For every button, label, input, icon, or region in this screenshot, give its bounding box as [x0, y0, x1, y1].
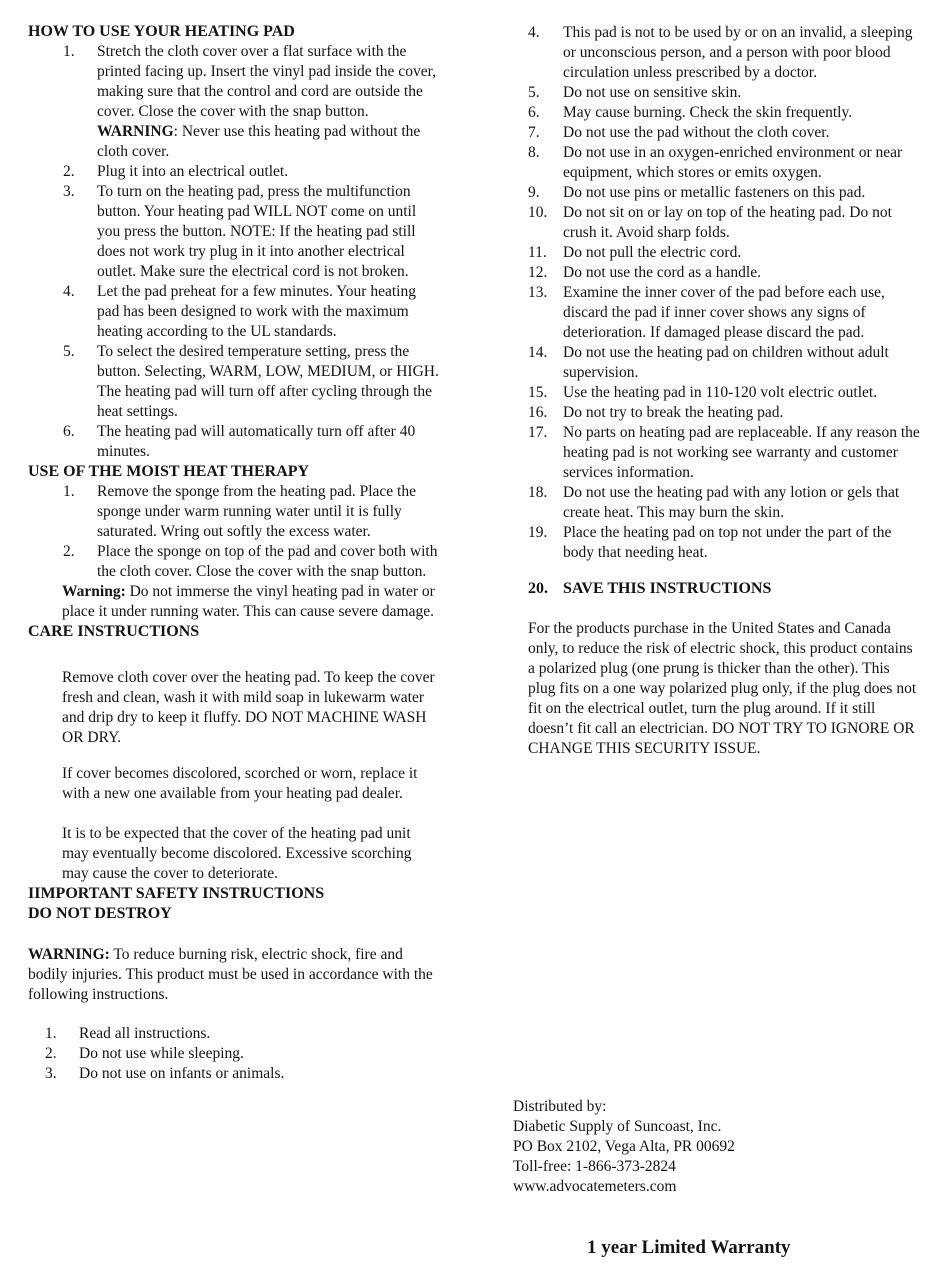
warning-inline-label: WARNING — [97, 123, 174, 140]
list-item-text: Do not use the heating pad with any lotion or gels that create heat. This may burn the skin. — [563, 484, 900, 521]
list-item-number: 5. — [63, 343, 75, 360]
list-item — [528, 183, 920, 203]
list-item-number: 1. — [45, 1025, 57, 1042]
list-item-text: Plug it into an electrical outlet. — [97, 163, 289, 180]
list-item-number: 5. — [528, 84, 540, 101]
list-item-text: No parts on heating pad are replaceable. If any reason the heating pad is not working see warranty and customer services information. — [563, 424, 920, 481]
list-item — [528, 83, 920, 103]
safety-warning-paragraph — [28, 945, 441, 1005]
care-paragraph-1: Remove cloth cover over the heating pad. To keep the cover fresh and clean, wash it with mild soap in lukewarm water and drip dry to keep it fluffy. DO NOT MACHINE WASH OR DRY. — [62, 669, 435, 746]
warning-label: Warning: — [62, 583, 126, 600]
list-item — [528, 23, 920, 83]
list-item-text: Do not use while sleeping. — [79, 1045, 244, 1062]
list-item-text: Remove the sponge from the heating pad. Place the sponge under warm running water until it is fully saturated. Wring out softly the excess water. — [97, 483, 416, 540]
list-item — [528, 243, 920, 263]
list-item-number: 19. — [528, 524, 548, 541]
list-item-number: 3. — [45, 1065, 57, 1082]
list-item — [528, 343, 920, 383]
list-item-number: 20. — [528, 580, 548, 597]
list-item — [528, 403, 920, 423]
section-heading-important-safety — [28, 884, 441, 924]
list-item-number: 7. — [528, 124, 540, 141]
list-item — [28, 422, 441, 462]
distributor-line: Distributed by: — [513, 1098, 607, 1115]
list-item — [528, 143, 920, 183]
list-item-text: Do not pull the electric cord. — [563, 244, 742, 261]
list-item — [528, 283, 920, 343]
list-item-text-post: : Never use this heating pad without the cloth cover. — [97, 123, 421, 160]
list-item-number: 1. — [63, 483, 75, 500]
list-item-number: 4. — [528, 24, 540, 41]
list-item-number: 6. — [63, 423, 75, 440]
list-item — [528, 383, 920, 403]
list-item — [28, 42, 441, 162]
list-item-text: Do not use the cord as a handle. — [563, 264, 761, 281]
list-item-number: 12. — [528, 264, 548, 281]
safety-list — [28, 1024, 441, 1084]
list-item-number: 2. — [63, 163, 75, 180]
list-item — [28, 542, 441, 582]
list-item-number: 10. — [528, 204, 548, 221]
list-item — [28, 162, 441, 182]
distributor-tollfree: Toll-free: 1-866-373-2824 — [513, 1158, 676, 1175]
polarized-plug-paragraph: For the products purchase in the United States and Canada only, to reduce the risk of electric shock, this product contains a polarized plug (one prung is thicker than the other). This plug fits on a one way polarized plug only, if the plug does not fit on the electrical outlet, turn the plug around. If it still doesn’t fit call an electrician. DO NOT TRY TO IGNORE OR CHANGE THIS SECURITY ISSUE. — [528, 620, 917, 757]
distributor-website: www.advocatemeters.com — [513, 1178, 677, 1195]
left-column — [28, 22, 441, 1084]
list-item — [28, 482, 441, 542]
distributor-address: PO Box 2102, Vega Alta, PR 00692 — [513, 1138, 735, 1155]
list-item-number: 2. — [45, 1045, 57, 1062]
list-item — [528, 263, 920, 283]
list-item-text: Do not use the heating pad on children without adult supervision. — [563, 344, 889, 381]
list-item-text: Do not use in an oxygen-enriched environment or near equipment, which stores or emits oxygen. — [563, 144, 903, 181]
list-item — [528, 123, 920, 143]
list-item-text: This pad is not to be used by or on an invalid, a sleeping or unconscious person, and a person with poor blood circulation unless prescribed by a doctor. — [563, 24, 913, 81]
warning-label: WARNING: — [28, 946, 110, 963]
list-item-number: 4. — [63, 283, 75, 300]
list-item-number: 11. — [528, 244, 547, 261]
list-item-text: Let the pad preheat for a few minutes. Your heating pad has been designed to work with the maximum heating according to the UL standards. — [97, 283, 416, 340]
list-item-number: 9. — [528, 184, 540, 201]
list-item-number: 15. — [528, 384, 548, 401]
list-item — [28, 1044, 441, 1064]
list-item-text: Do not use the pad without the cloth cover. — [563, 124, 830, 141]
list-item — [528, 523, 920, 563]
section-heading-moist-heat: USE OF THE MOIST HEAT THERAPY — [28, 463, 310, 480]
list-item-text: Do not sit on or lay on top of the heating pad. Do not crush it. Avoid sharp folds. — [563, 204, 892, 241]
list-item-number: 18. — [528, 484, 548, 501]
list-item-text: May cause burning. Check the skin frequently. — [563, 104, 853, 121]
list-item — [28, 1024, 441, 1044]
list-item-text: Do not use pins or metallic fasteners on this pad. — [563, 184, 866, 201]
list-item-text: Read all instructions. — [79, 1025, 211, 1042]
safety-warning-text: To reduce burning risk, electric shock, fire and bodily injuries. This product must be used in accordance with the following instructions. — [28, 946, 433, 1003]
list-item-text — [97, 42, 441, 162]
list-item — [528, 483, 920, 523]
list-item-number: 16. — [528, 404, 548, 421]
moist-warning-paragraph — [62, 582, 441, 622]
list-item-number: 3. — [63, 183, 75, 200]
care-paragraph-2: If cover becomes discolored, scorched or worn, replace it with a new one available from your heating pad dealer. — [62, 765, 418, 802]
list-item-number: 6. — [528, 104, 540, 121]
list-item-number: 8. — [528, 144, 540, 161]
list-item — [528, 423, 920, 483]
list-item — [528, 203, 920, 243]
list-item — [28, 282, 441, 342]
list-item-text: Place the heating pad on top not under the part of the body that needing heat. — [563, 524, 892, 561]
moist-warning-text: Do not immerse the vinyl heating pad in water or place it under running water. This can cause severe damage. — [62, 583, 435, 620]
list-item-number: 13. — [528, 284, 548, 301]
list-item-text-pre: Stretch the cloth cover over a flat surface with the printed facing up. Insert the vinyl pad inside the cover, making sure that the control and cord are outside the cover. Close the cover with the snap button. — [97, 43, 436, 120]
save-instructions-text: SAVE THIS INSTRUCTIONS — [563, 580, 772, 597]
list-item-text: Use the heating pad in 110-120 volt electric outlet. — [563, 384, 878, 401]
section-heading-care: CARE INSTRUCTIONS — [28, 623, 200, 640]
list-item-text: Examine the inner cover of the pad before each use, discard the pad if inner cover shows any signs of deterioration. If damaged please discard the pad. — [563, 284, 885, 341]
list-item-text: The heating pad will automatically turn off after 40 minutes. — [97, 423, 416, 460]
list-item-text: Place the sponge on top of the pad and cover both with the cloth cover. Close the cover with the snap button. — [97, 543, 438, 580]
warranty-statement: 1 year Limited Warranty — [587, 1237, 791, 1258]
list-item-text: To turn on the heating pad, press the multifunction button. Your heating pad WILL NOT come on until you press the button. NOTE: If the heating pad still does not work try plug in it into another electrical outlet. Make sure the electrical cord is not broken. — [97, 183, 417, 280]
list-item-text: Do not use on infants or animals. — [79, 1065, 285, 1082]
list-item-number: 14. — [528, 344, 548, 361]
distributor-block — [513, 1097, 913, 1197]
distributor-name: Diabetic Supply of Suncoast, Inc. — [513, 1118, 722, 1135]
right-column — [528, 23, 920, 759]
list-item — [28, 1064, 441, 1084]
list-item-text: To select the desired temperature setting, press the button. Selecting, WARM, LOW, MEDIUM, or HIGH. The heating pad will turn off after cycling through the heat settings. — [97, 343, 439, 420]
list-item-text: Do not use on sensitive skin. — [563, 84, 742, 101]
list-item-number: 17. — [528, 424, 548, 441]
section-heading-how-to-use: HOW TO USE YOUR HEATING PAD — [28, 23, 295, 40]
list-item-text: Do not try to break the heating pad. — [563, 404, 784, 421]
list-item — [28, 342, 441, 422]
list-item — [28, 182, 441, 282]
list-item-number: 2. — [63, 543, 75, 560]
save-instructions-heading — [528, 579, 920, 599]
care-paragraph-3: It is to be expected that the cover of the heating pad unit may eventually become discolored. Excessive scorching may cause the cover to deteriorate. — [62, 825, 412, 882]
safety-heading-line1: IIMPORTANT SAFETY INSTRUCTIONS — [28, 885, 325, 902]
list-item-number: 1. — [63, 43, 75, 60]
list-item — [528, 103, 920, 123]
safety-heading-line2: DO NOT DESTROY — [28, 905, 172, 922]
